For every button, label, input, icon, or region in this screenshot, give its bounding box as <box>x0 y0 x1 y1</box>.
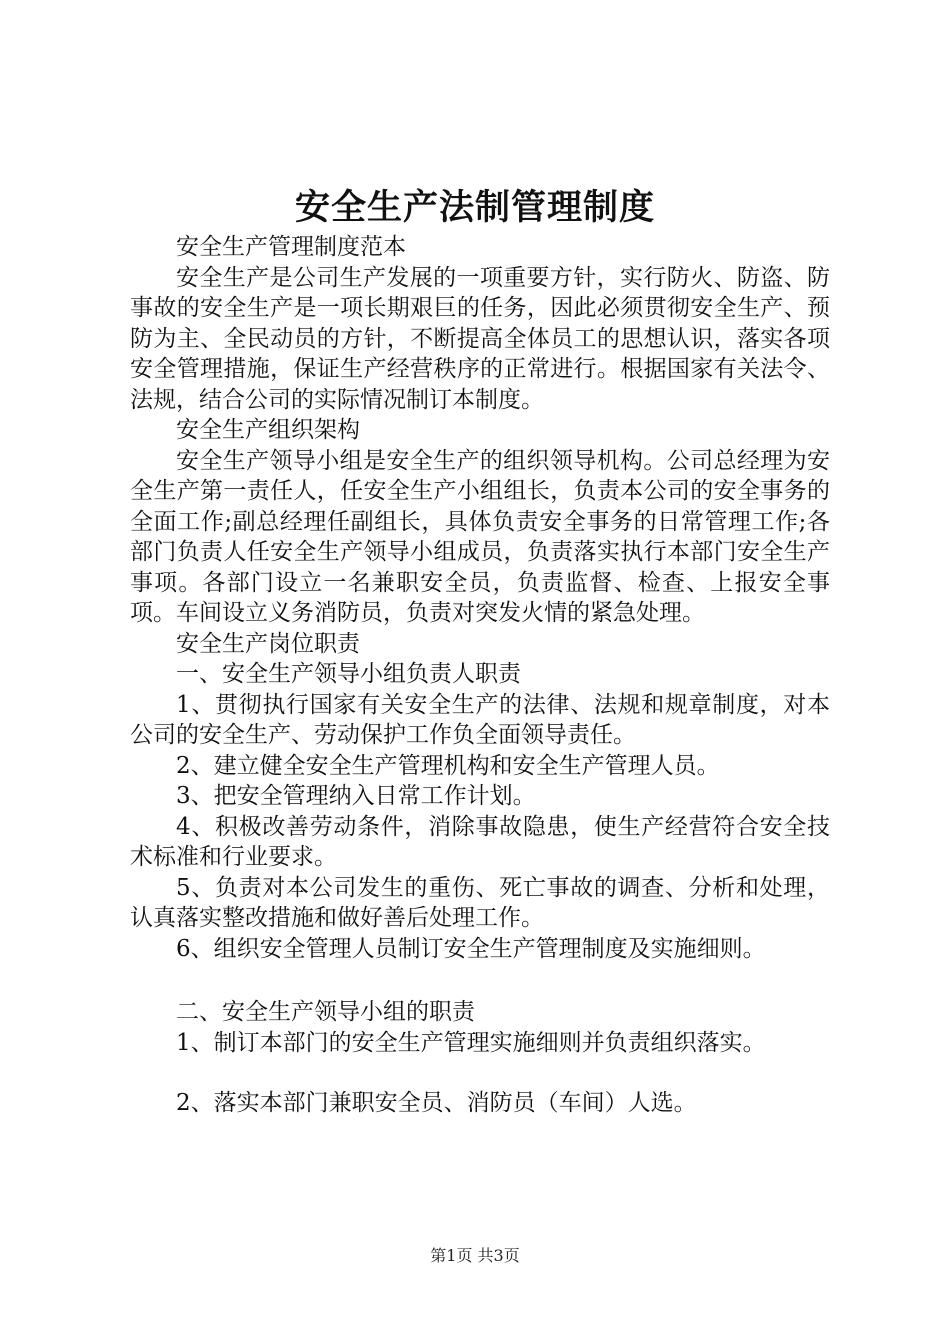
blank-line <box>130 964 830 997</box>
list-item: 4、积极改善劳动条件，消除事故隐患，使生产经营符合安全技术标准和行业要求。 <box>130 813 830 870</box>
blank-line <box>130 1058 830 1088</box>
heading-organization: 安全生产组织架构 <box>176 417 360 443</box>
list-item: 1、制订本部门的安全生产管理实施细则并负责组织落实。 <box>176 1029 766 1056</box>
document-title: 安全生产法制管理制度 <box>294 187 655 228</box>
list-item: 2、落实本部门兼职安全员、消防员（车间）人选。 <box>176 1090 697 1116</box>
document-body <box>130 232 830 1119</box>
list-item: 1、贯彻执行国家有关安全生产的法律、法规和规章制度，对本公司的安全生产、劳动保护工作负全面领导责任。 <box>130 691 830 748</box>
paragraph-subtitle: 安全生产管理制度范本 <box>176 234 406 260</box>
paragraph-intro: 安全生产是公司生产发展的一项重要方针，实行防火、防盗、防事故的安全生产是一项长期艰巨的任务，因此必须贯彻安全生产、预防为主、全民动员的方针，不断提高全体员工的思想认识，落实各项安全管理措施，保证生产经营秩序的正常进行。根据国家有关法令、法规，结合公司的实际情况制订本制度。 <box>130 264 830 413</box>
paragraph-organization: 安全生产领导小组是安全生产的组织领导机构。公司总经理为安全生产第一责任人，任安全生产小组组长，负责本公司的安全事务的全面工作;副总经理任副组长，具体负责安全事务的日常管理工作;各部门负责人任安全生产领导小组成员，负责落实执行本部门安全生产事项。各部门设立一名兼职安全员，负责监督、检查、上报安全事项。车间设立义务消防员，负责对突发火情的紧急处理。 <box>130 447 830 626</box>
heading-section-one: 一、安全生产领导小组负责人职责 <box>176 661 521 687</box>
list-item: 2、建立健全安全生产管理机构和安全生产管理人员。 <box>176 752 720 779</box>
list-item: 6、组织安全管理人员制订安全生产管理制度及实施细则。 <box>176 935 766 962</box>
list-item: 3、把安全管理纳入日常工作计划。 <box>176 783 536 809</box>
heading-section-two: 二、安全生产领导小组的职责 <box>176 999 475 1025</box>
heading-duties: 安全生产岗位职责 <box>176 630 360 657</box>
list-item: 5、负责对本公司发生的重伤、死亡事故的调查、分析和处理，认真落实整改措施和做好善后处理工作。 <box>130 874 830 931</box>
page-footer: 第1页 共3页 <box>430 1246 520 1265</box>
